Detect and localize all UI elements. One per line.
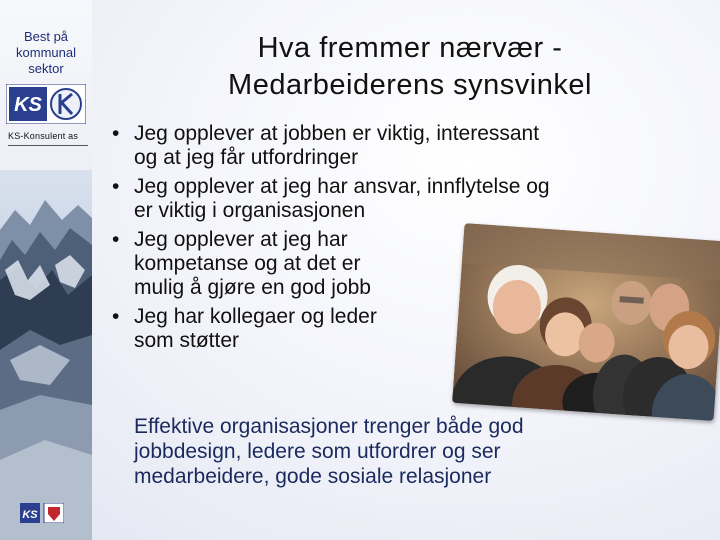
bullet-text: Jeg opplever at jeg har ansvar, innflytelse og er viktig i organisasjonen: [134, 175, 550, 222]
bullet-dot: •: [112, 175, 120, 198]
bullet-item: [112, 122, 692, 170]
ks-logo-text: KS: [14, 94, 42, 116]
bullet-text: Jeg opplever at jeg har kompetanse og at det er mulig å gjøre en god jobb: [134, 228, 371, 299]
ks-logo-icon: [6, 84, 86, 124]
ks-bottom-logo-icon: [20, 503, 64, 523]
divider: [8, 145, 88, 146]
bullet-text: Jeg har kollegaer og leder som støtter: [134, 305, 377, 352]
group-photo: [452, 223, 720, 421]
bottom-logo-text: KS: [22, 509, 38, 521]
bullet-dot: •: [112, 122, 120, 145]
slide-title: Hva fremmer nærvær - Medarbeiderens synsvinkel: [228, 32, 592, 101]
bullet-dot: •: [112, 305, 120, 328]
consultant-label: KS-Konsulent as: [8, 131, 79, 141]
conclusion-text: Effektive organisasjoner trenger både god jobbdesign, ledere som utfordrer og ser medarbeidere, gode sosiale relasjoner: [134, 415, 524, 488]
sidebar: [0, 0, 92, 540]
bullet-item: [112, 175, 692, 223]
bullet-dot: •: [112, 228, 120, 251]
mountain-image: [0, 170, 92, 540]
sidebar-title: Best på kommunal sektor: [16, 29, 76, 76]
bullet-text: Jeg opplever at jobben er viktig, interessant og at jeg får utfordringer: [134, 122, 540, 169]
group-photo-icon: [452, 223, 720, 421]
